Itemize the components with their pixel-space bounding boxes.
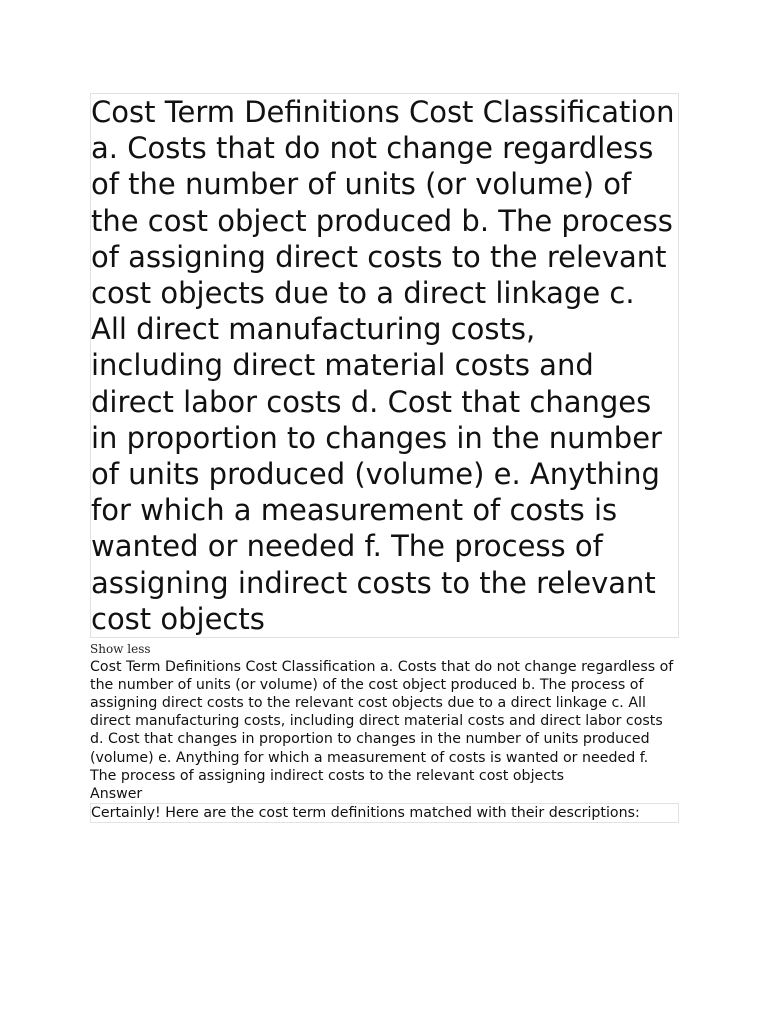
answer-text: Certainly! Here are the cost term definitions matched with their descriptions: xyxy=(91,804,640,821)
question-heading: Cost Term Definitions Cost Classification a. Costs that do not change regardless of the number of units (or volume) of the cost object produced b. The process of assigning direct costs to the relevant cost objects due to a direct linkage c. All direct manufacturing costs, including direct material costs and direct labor costs d. Cost that changes in proportion to changes in the number of units produced (volume) e. Anything for which a measurement of costs is wanted or needed f. The process of assigning indirect costs to the relevant cost objects xyxy=(91,95,675,636)
answer-box xyxy=(90,803,679,823)
show-less-link[interactable]: Show less xyxy=(90,642,151,657)
answer-label: Answer xyxy=(90,785,143,802)
question-box xyxy=(90,93,679,638)
question-body: Cost Term Definitions Cost Classification a. Costs that do not change regardless of the number of units (or volume) of the cost object produced b. The process of assigning direct costs to the relevant cost objects due to a direct linkage c. All direct manufacturing costs, including direct material costs and direct labor costs d. Cost that changes in proportion to changes in the number of units produced (volume) e. Anything for which a measurement of costs is wanted or needed f. The process of assigning indirect costs to the relevant cost objects xyxy=(90,659,674,784)
document-page xyxy=(90,93,679,823)
